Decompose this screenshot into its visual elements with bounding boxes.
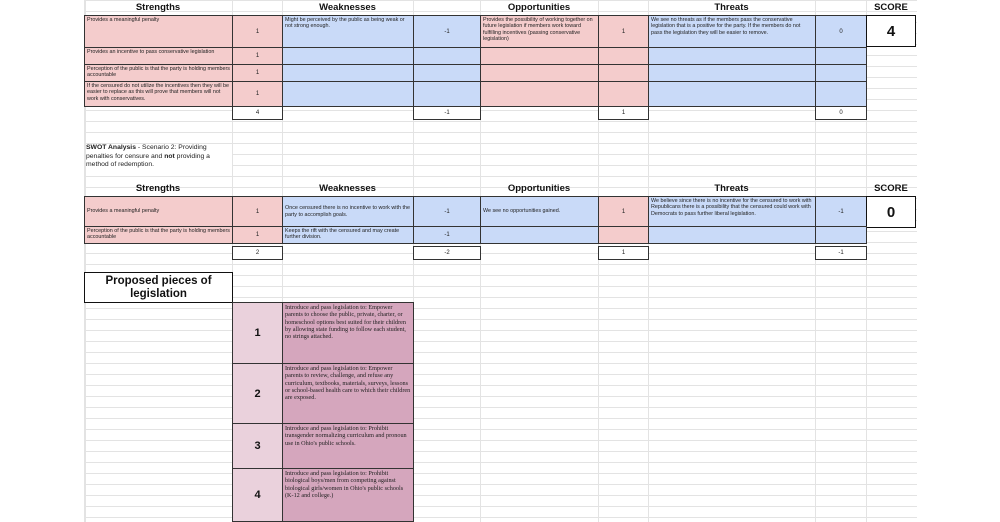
s1-threat-1[interactable]: We see no threats as if the members pass the conservative legislation that is a positive for the party. If the members do not pass the legislation they will be easier to remove. — [648, 15, 816, 48]
header-opportunities-2: Opportunities — [507, 183, 571, 194]
legislation-number-4[interactable]: 4 — [232, 468, 283, 522]
s2-threat-2-score[interactable] — [815, 226, 867, 244]
s2-opportunity-2-score[interactable] — [598, 226, 649, 244]
s1-opportunities-total[interactable]: 1 — [598, 106, 649, 120]
s2-threat-1[interactable]: We believe since there is no incentive for the censured to work with Republicans there is a possibility that the censured could work with Democrats to pass further liberal legislation. — [648, 196, 816, 227]
s1-opportunity-4-score[interactable] — [598, 81, 649, 107]
s2-weaknesses-total[interactable]: -2 — [413, 246, 481, 260]
legislation-text-2[interactable]: Introduce and pass legislation to: Empower parents to review, challenge, and refuse any curriculum, textbooks, materials, surveys, lessons or school-based health care to which their children are exposed. — [282, 363, 414, 424]
swot-scenario-2-label: SWOT Analysis - Scenario 2: Providing penalties for censure and not providing a method of redemption. — [86, 144, 232, 172]
s1-threat-3-score[interactable] — [815, 64, 867, 82]
header-score-2: SCORE — [874, 183, 908, 194]
s1-threat-4[interactable] — [648, 81, 816, 107]
s2-strength-2-score[interactable]: 1 — [232, 226, 283, 244]
s1-strength-3-score[interactable]: 1 — [232, 64, 283, 82]
s2-threats-total[interactable]: -1 — [815, 246, 867, 260]
s2-threat-2[interactable] — [648, 226, 816, 244]
s1-opportunity-3[interactable] — [480, 64, 599, 82]
s1-weaknesses-total[interactable]: -1 — [413, 106, 481, 120]
s1-threat-2-score[interactable] — [815, 47, 867, 65]
s1-strengths-total[interactable]: 4 — [232, 106, 283, 120]
s1-threat-4-score[interactable] — [815, 81, 867, 107]
s2-strength-2[interactable]: Perception of the public is that the party is holding members accountable — [84, 226, 233, 244]
s1-threat-1-score[interactable]: 0 — [815, 15, 867, 48]
legislation-number-2[interactable]: 2 — [232, 363, 283, 424]
s2-weakness-2-score[interactable]: -1 — [413, 226, 481, 244]
s1-opportunity-3-score[interactable] — [598, 64, 649, 82]
s2-strength-1-score[interactable]: 1 — [232, 196, 283, 227]
s2-opportunity-1-score[interactable]: 1 — [598, 196, 649, 227]
s2-weakness-2[interactable]: Keeps the rift with the censured and may create further division. — [282, 226, 414, 244]
s1-threat-3[interactable] — [648, 64, 816, 82]
s1-weakness-3[interactable] — [282, 64, 414, 82]
s1-threat-2[interactable] — [648, 47, 816, 65]
s1-opportunity-1-score[interactable]: 1 — [598, 15, 649, 48]
s1-strength-1-score[interactable]: 1 — [232, 15, 283, 48]
s2-weakness-1-score[interactable]: -1 — [413, 196, 481, 227]
s1-strength-4[interactable]: If the censured do not utilize the incentives then they will be easier to replace as this will prove that members will not work with conservatives. — [84, 81, 233, 107]
legislation-number-1[interactable]: 1 — [232, 302, 283, 364]
s1-weakness-1-score[interactable]: -1 — [413, 15, 481, 48]
s2-opportunities-total[interactable]: 1 — [598, 246, 649, 260]
s2-total-score[interactable]: 0 — [866, 196, 916, 228]
s1-strength-1[interactable]: Provides a meaningful penalty — [84, 15, 233, 48]
legislation-text-4[interactable]: Introduce and pass legislation to: Prohibit biological boys/men from competing against biological girls/women in Ohio's public schools (K-12 and college.) — [282, 468, 414, 522]
s1-strength-4-score[interactable]: 1 — [232, 81, 283, 107]
s2-opportunity-1[interactable]: We see no opportunities gained. — [480, 196, 599, 227]
s1-strength-2-score[interactable]: 1 — [232, 47, 283, 65]
s1-opportunity-4[interactable] — [480, 81, 599, 107]
s2-strengths-total[interactable]: 2 — [232, 246, 283, 260]
header-threats-2: Threats — [714, 183, 749, 194]
legislation-number-3[interactable]: 3 — [232, 423, 283, 469]
s2-threat-1-score[interactable]: -1 — [815, 196, 867, 227]
s1-strength-2[interactable]: Provides an incentive to pass conservative legislation — [84, 47, 233, 65]
s1-weakness-3-score[interactable] — [413, 64, 481, 82]
s1-opportunity-2[interactable] — [480, 47, 599, 65]
legislation-text-3[interactable]: Introduce and pass legislation to: Prohibit transgender normalizing curriculum and pronoun use in Ohio's public schools. — [282, 423, 414, 469]
s1-total-score[interactable]: 4 — [866, 15, 916, 47]
header-weaknesses: Weaknesses — [319, 2, 376, 13]
s1-threats-total[interactable]: 0 — [815, 106, 867, 120]
s1-strength-3[interactable]: Perception of the public is that the party is holding members accountable — [84, 64, 233, 82]
s2-opportunity-2[interactable] — [480, 226, 599, 244]
header-threats: Threats — [714, 2, 749, 13]
header-opportunities: Opportunities — [507, 2, 571, 13]
s1-weakness-2[interactable] — [282, 47, 414, 65]
legislation-text-1[interactable]: Introduce and pass legislation to: Empower parents to choose the public, private, charter, or homeschool options best suited for their children by allowing state funding to follow each student, no strings attached. — [282, 302, 414, 364]
s1-opportunity-1[interactable]: Provides the possibility of working together on future legislation if members work toward fulfilling incentives (passing conservative legislation) — [480, 15, 599, 48]
s2-strength-1[interactable]: Provides a meaningful penalty — [84, 196, 233, 227]
s1-weakness-4-score[interactable] — [413, 81, 481, 107]
header-weaknesses-2: Weaknesses — [319, 183, 376, 194]
s1-opportunity-2-score[interactable] — [598, 47, 649, 65]
header-strengths-2: Strengths — [135, 183, 181, 194]
s1-weakness-2-score[interactable] — [413, 47, 481, 65]
header-strengths: Strengths — [135, 2, 181, 13]
s2-weakness-1[interactable]: Once censured there is no incentive to work with the party to accomplish goals. — [282, 196, 414, 227]
proposed-legislation-title[interactable]: Proposed pieces of legislation — [84, 272, 233, 303]
s1-weakness-4[interactable] — [282, 81, 414, 107]
header-score: SCORE — [874, 2, 908, 13]
s1-weakness-1[interactable]: Might be perceived by the public as being weak or not strong enough. — [282, 15, 414, 48]
